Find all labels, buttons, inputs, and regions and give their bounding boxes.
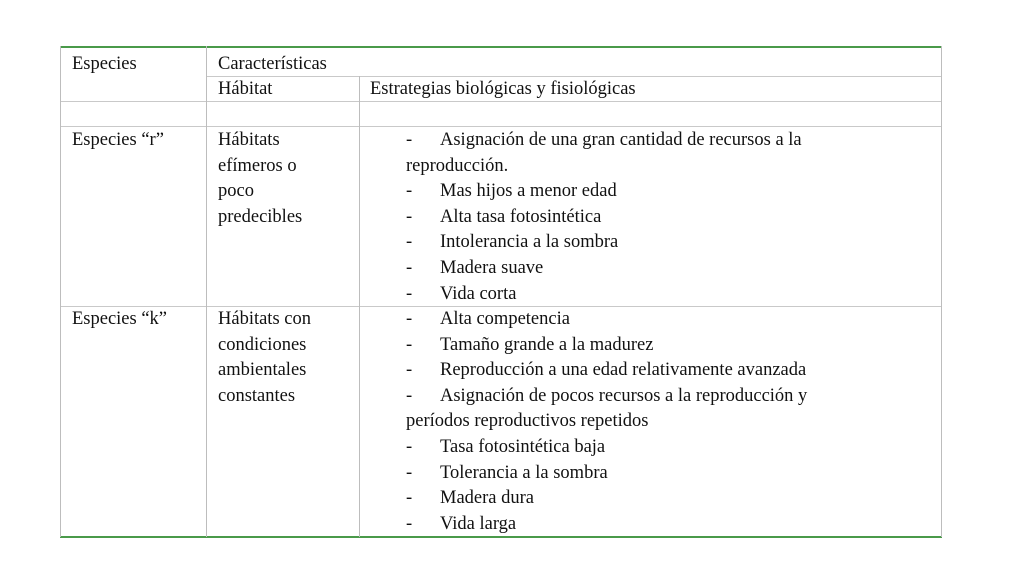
bullet-dash: - [406, 385, 413, 406]
header-strategies: Estrategias biológicas y fisiológicas [370, 79, 636, 99]
strategy-item: Intolerancia a la sombra [440, 232, 619, 253]
bullet-dash: - [406, 488, 413, 509]
strategy-item: Vida corta [440, 283, 517, 304]
table-left-border [60, 46, 61, 537]
bullet-dash: - [406, 513, 413, 534]
bullet-dash: - [406, 360, 413, 381]
bullet-dash: - [406, 334, 413, 355]
strategy-item: Tamaño grande a la madurez [440, 334, 654, 355]
strategy-item: Asignación de una gran cantidad de recursos a la [440, 130, 802, 150]
strategy-item: Asignación de pocos recursos a la reproducción y [440, 385, 808, 406]
header-bottom-rule [60, 101, 942, 102]
strategy-item-continuation: períodos reproductivos repetidos [406, 411, 649, 432]
strategy-item: Vida larga [440, 513, 517, 534]
strategy-item: Alta competencia [440, 309, 570, 329]
row-r-habitat-line: efímeros o [218, 155, 297, 176]
row-k-habitat-line: condiciones [218, 334, 307, 355]
strategy-item-continuation: reproducción. [406, 155, 509, 176]
bullet-dash: - [406, 232, 413, 253]
bullet-dash: - [406, 206, 413, 227]
row-r-species: Especies “r” [72, 130, 164, 150]
strategy-item: Tolerancia a la sombra [440, 462, 608, 483]
species-column-divider [206, 46, 207, 537]
table-right-border [941, 46, 942, 537]
bullet-dash: - [406, 437, 413, 457]
row-k-habitat-line: ambientales [218, 360, 307, 381]
bullet-dash: - [406, 130, 413, 150]
row-k-habitat-line: Hábitats con [218, 309, 311, 329]
strategy-item: Reproducción a una edad relativamente avanzada [440, 360, 807, 381]
row-r-habitat-line: poco [218, 181, 254, 202]
bullet-dash: - [406, 258, 413, 278]
row-k-species: Especies “k” [72, 309, 168, 329]
row-r-habitat-line: Hábitats [218, 130, 280, 150]
row-r-habitat-line: predecibles [218, 206, 303, 227]
strategy-item: Madera dura [440, 488, 534, 509]
bullet-dash: - [406, 283, 413, 304]
table-top-border [60, 46, 942, 48]
empty-row-bottom-rule [60, 126, 942, 127]
strategy-item: Tasa fotosintética baja [440, 437, 606, 457]
bullet-dash: - [406, 181, 413, 202]
bullet-dash: - [406, 462, 413, 483]
header-habitat: Hábitat [218, 79, 273, 99]
header-characteristics: Características [218, 54, 327, 74]
row-k-habitat-line: constantes [218, 385, 296, 406]
header-species: Especies [72, 54, 137, 74]
bullet-dash: - [406, 309, 413, 329]
habitat-column-divider [359, 76, 360, 537]
strategy-item: Alta tasa fotosintética [440, 206, 602, 227]
strategy-item: Madera suave [440, 258, 544, 278]
strategy-item: Mas hijos a menor edad [440, 181, 617, 202]
